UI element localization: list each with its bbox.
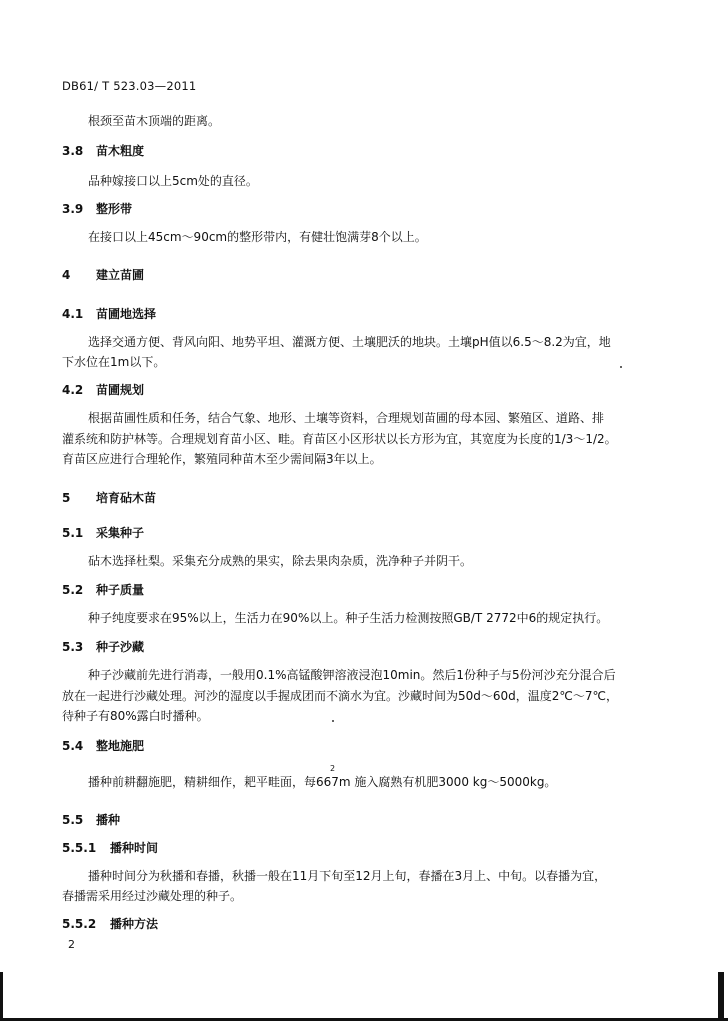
section-number: 5.2 [62,583,84,597]
document-header: DB61/ T 523.03—2011 [62,79,197,93]
scan-speck [620,366,622,368]
paragraph-line: 根颈至苗木顶端的距离。 [88,114,221,128]
section-title: 培育砧木苗 [96,491,157,505]
section-number: 4.1 [62,307,84,321]
section-number: 5 [62,491,71,505]
section-title: 种子沙藏 [96,640,145,654]
paragraph-line: 下水位在1m以下。 [62,355,166,369]
section-title: 播种方法 [110,917,159,931]
section-title: 整地施肥 [96,739,145,753]
section-number: 5.4 [62,739,84,753]
scan-speck [332,720,334,722]
paragraph-line: 选择交通方便、背风向阳、地势平坦、灌溉方便、土壤肥沃的地块。土壤pH值以6.5～8.2为宜，地 [88,335,611,349]
superscript-2: 2 [330,764,336,773]
section-heading [62,266,662,283]
section-number: 4 [62,268,71,282]
paragraph-line: 播种时间分为秋播和春播，秋播一般在11月下旬至12月上旬，春播在3月上、中旬。以春播为宜， [88,869,607,883]
section-number: 5.5.1 [62,841,97,855]
paragraph-line: 品种嫁接口以上5cm处的直径。 [88,174,258,188]
section-heading [62,638,662,655]
paragraph-line: 灌系统和防护林等。合理规划育苗小区、畦。育苗区小区形状以长方形为宜，其宽度为长度的1/3～1/2。 [62,432,617,446]
section-heading [62,524,662,541]
section-heading [62,489,662,506]
section-title: 播种时间 [110,841,159,855]
section-number: 4.2 [62,383,84,397]
section-title: 播种 [96,813,121,827]
section-heading [62,915,662,932]
section-heading [62,811,662,828]
section-number: 3.8 [62,144,84,158]
section-number: 5.5.2 [62,917,97,931]
paragraph-line: 待种子有80%露白时播种。 [62,709,209,723]
section-heading [62,381,662,398]
section-number: 3.9 [62,202,84,216]
section-title: 整形带 [96,202,133,216]
paragraph-line: 育苗区应进行合理轮作，繁殖同种苗木至少需间隔3年以上。 [62,452,382,466]
section-title: 采集种子 [96,526,145,540]
section-title: 建立苗圃 [96,268,145,282]
section-heading [62,305,662,322]
paragraph-line: 放在一起进行沙藏处理。河沙的湿度以手握成团而不滴水为宜。沙藏时间为50d～60d，温度2℃～7℃， [62,689,618,703]
page-number: 2 [68,938,75,951]
scan-border-right [718,972,724,1020]
paragraph-line: 春播需采用经过沙藏处理的种子。 [62,889,243,903]
section-heading [62,142,662,159]
section-heading [62,737,662,754]
paragraph-line: 在接口以上45cm～90cm的整形带内，有健壮饱满芽8个以上。 [88,230,427,244]
paragraph-line: 砧木选择杜梨。采集充分成熟的果实，除去果肉杂质，洗净种子并阴干。 [88,554,473,568]
section-number: 5.1 [62,526,84,540]
paragraph-line: 根据苗圃性质和任务，结合气象、地形、土壤等资料，合理规划苗圃的母本园、繁殖区、道路、排 [88,411,605,425]
section-heading [62,581,662,598]
paragraph-line: 种子沙藏前先进行消毒，一般用0.1%高锰酸钾溶液浸泡10min。然后1份种子与5份河沙充分混合后 [88,668,616,682]
section-title: 苗圃规划 [96,383,145,397]
section-heading [62,200,662,217]
section-number: 5.5 [62,813,84,827]
paragraph-line: 种子纯度要求在95%以上，生活力在90%以上。种子生活力检测按照GB/T 2772中6的规定执行。 [88,611,609,625]
section-title: 苗木粗度 [96,144,145,158]
section-title: 苗圃地选择 [96,307,157,321]
paragraph-line: 播种前耕翻施肥，精耕细作，耙平畦面，每667m 施入腐熟有机肥3000 kg～5000kg。 [88,775,557,789]
section-heading [62,839,662,856]
scan-border-left [0,972,3,1020]
scan-border-bottom [0,1018,728,1021]
section-number: 5.3 [62,640,84,654]
section-title: 种子质量 [96,583,145,597]
